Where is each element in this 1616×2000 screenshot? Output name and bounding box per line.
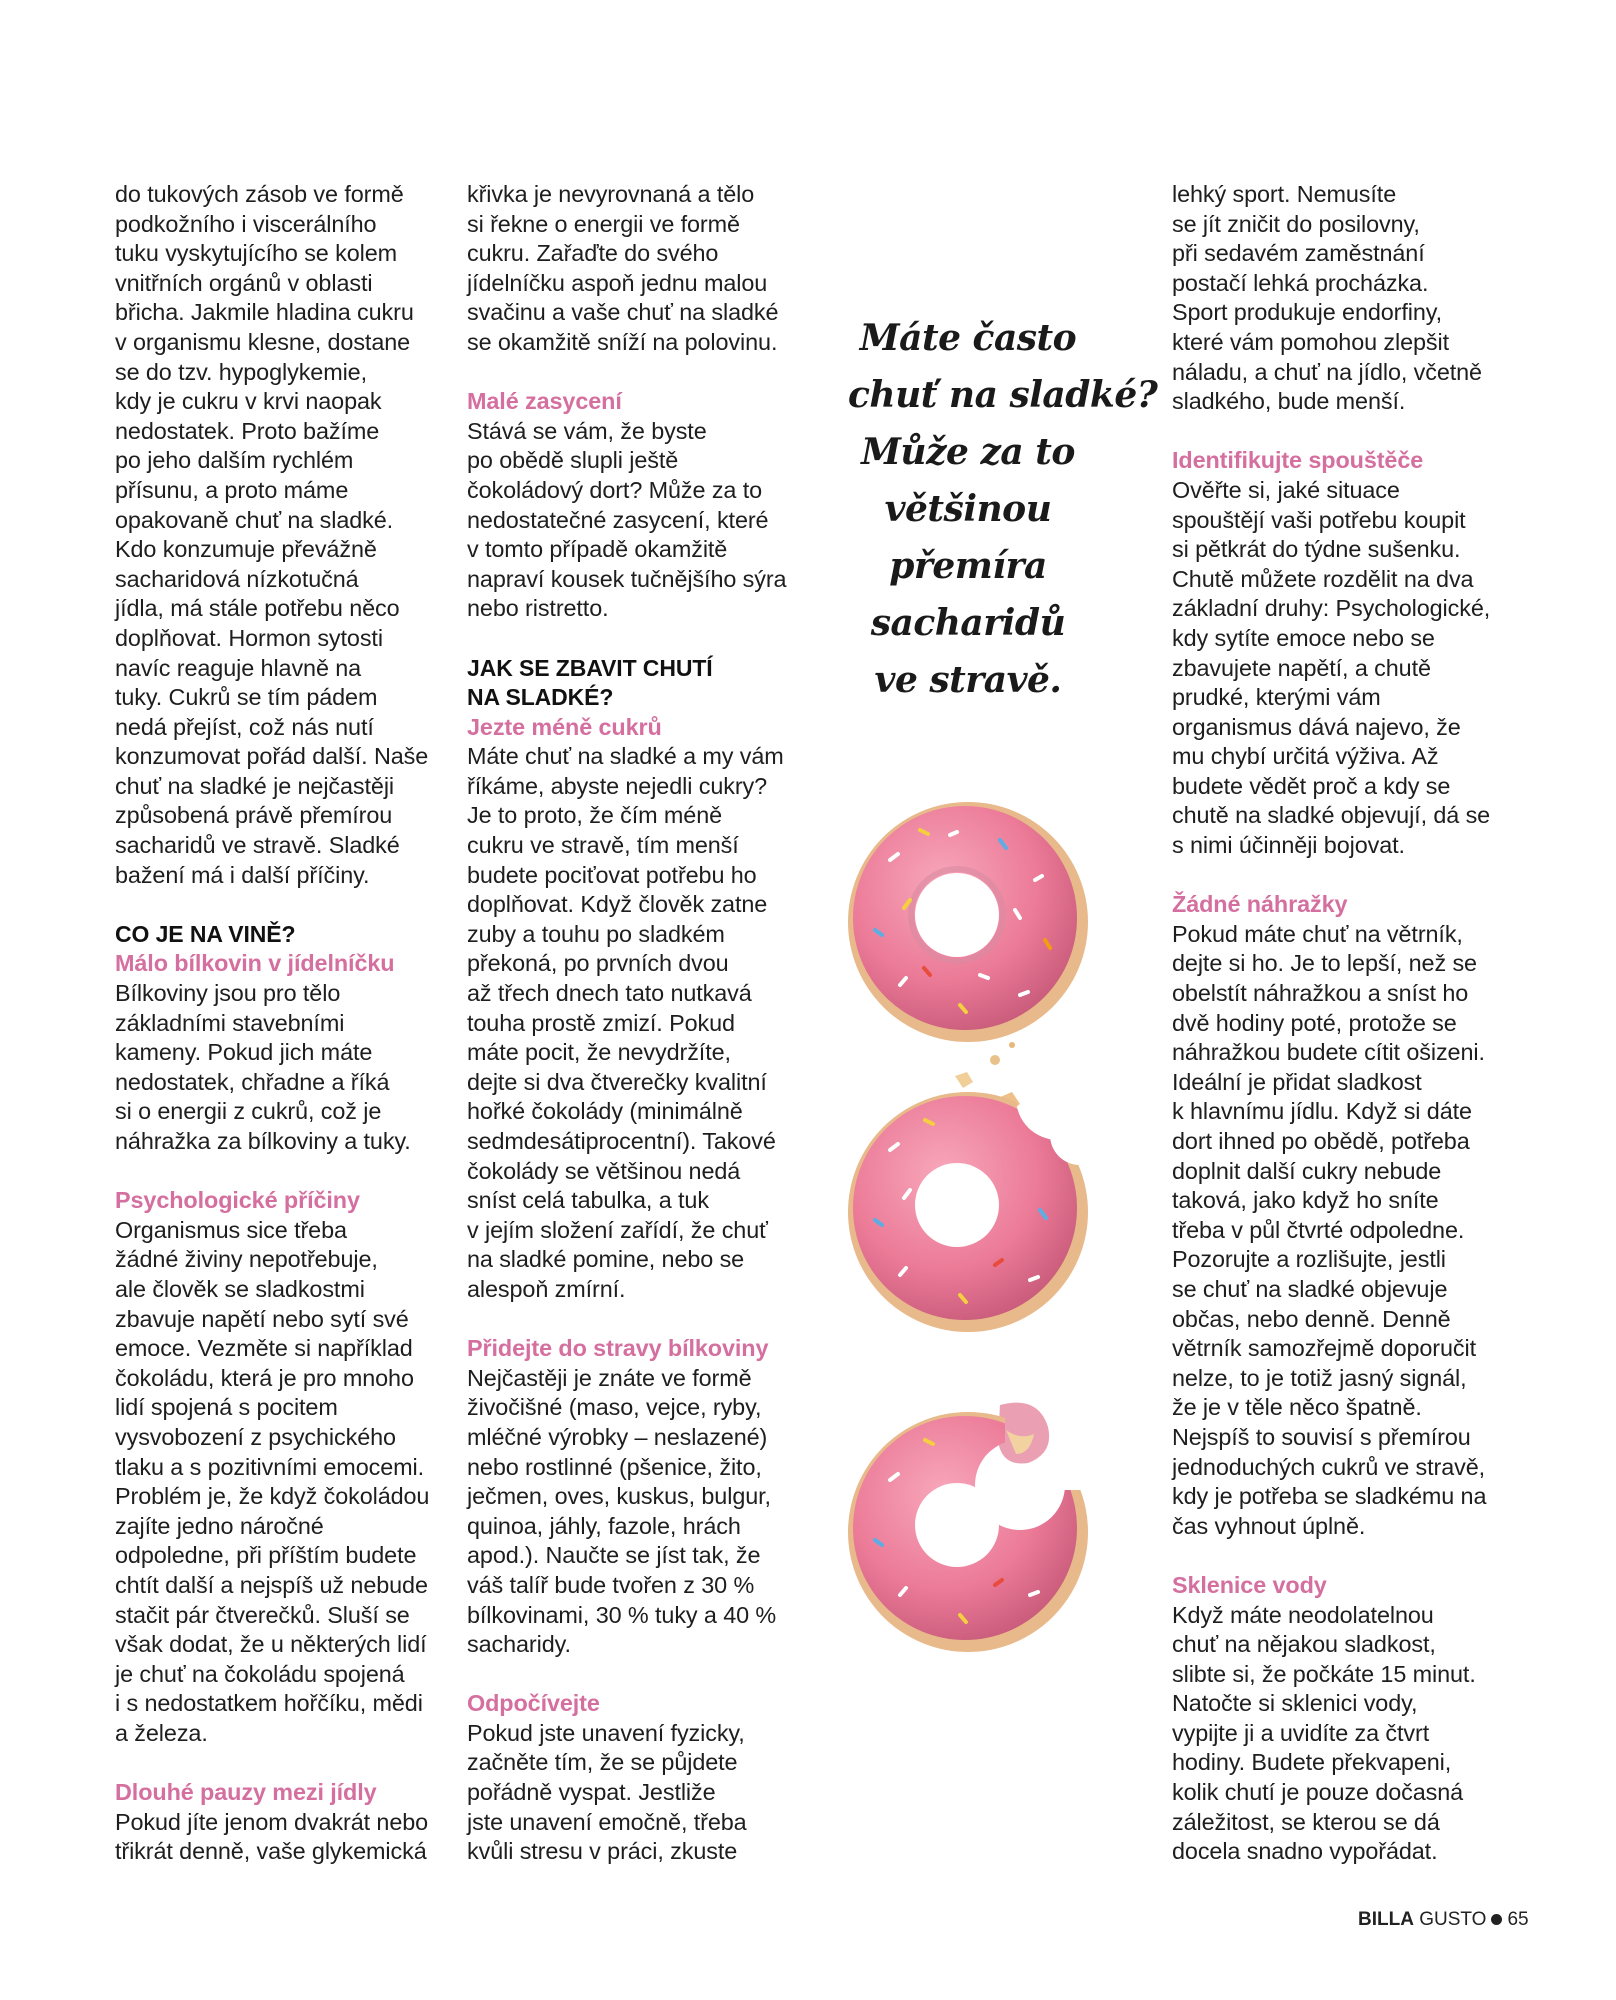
text-line: Pokud jste unavení fyzicky, (467, 1719, 745, 1746)
text-line: většinou (884, 488, 1052, 530)
text-line: si řekne o energii ve formě (467, 210, 740, 237)
text-line: čokoládu, která je pro mnoho (115, 1364, 414, 1391)
text-line: náladu, a chuť na jídlo, včetně (1172, 358, 1482, 385)
text-line: kvůli stresu v práci, zkuste (467, 1838, 738, 1865)
paragraph (1172, 476, 1517, 861)
text-line: alespoň zmírní. (467, 1275, 626, 1302)
text-line: kdy je cukru v krvi naopak (115, 388, 382, 415)
text-line: doplňovat. Hormon sytosti (115, 624, 383, 651)
text-line: organismus dává najevo, že (1172, 713, 1461, 740)
paragraph (467, 417, 817, 624)
intro-text (115, 180, 460, 890)
text-line: sníst celá tabulka, a tuk (467, 1187, 709, 1214)
text-line: chuť na sladké je nejčastěji (115, 772, 395, 799)
section-heading-line-2: NA SLADKÉ? (467, 684, 614, 711)
text-line: si o energii z cukrů, což je (115, 1098, 382, 1125)
text-line: základními stavebními (115, 1009, 345, 1036)
magazine-name: GUSTO (1419, 1909, 1487, 1930)
subheading: Málo bílkovin v jídelníčku (115, 950, 395, 977)
text-line: Když máte neodolatelnou (1172, 1601, 1434, 1628)
text-line: Kdo konzumuje převážně (115, 536, 377, 563)
text-line: cukru ve stravě, tím menší (467, 832, 739, 859)
text-line: chuť na nějakou sladkost, (1172, 1631, 1436, 1658)
text-line: jídelníčku aspoň jednu malou (467, 269, 768, 296)
text-line: vypijte ji a uvidíte za čtvrt (1172, 1719, 1430, 1746)
text-line: opakovaně chuť na sladké. (115, 506, 394, 533)
text-line: konzumovat pořád další. Naše (115, 743, 429, 770)
text-line: záležitost, se kterou se dá (1172, 1808, 1440, 1835)
text-line: kolik chutí je pouze dočasná (1172, 1779, 1464, 1806)
text-line: v jejím složení zařídí, že chuť (467, 1216, 768, 1243)
text-line: Organismus sice třeba (115, 1216, 347, 1243)
text-line: se jít zničit do posilovny, (1172, 210, 1420, 237)
text-line: sacharidová nízkotučná (115, 565, 359, 592)
text-line: jednoduchých cukrů ve stravě, (1172, 1453, 1486, 1480)
text-line: Je to proto, že čím méně (467, 802, 723, 829)
text-line: břicha. Jakmile hladina cukru (115, 299, 414, 326)
subheading: Psychologické příčiny (115, 1187, 360, 1214)
text-line: lehký sport. Nemusíte (1172, 181, 1397, 207)
text-line: Chutě můžete rozdělit na dva (1172, 565, 1474, 592)
text-line: občas, nebo denně. Denně (1172, 1305, 1451, 1332)
text-line: Bílkoviny jsou pro tělo (115, 980, 341, 1007)
text-line: sacharidů ve stravě. Sladké (115, 832, 400, 859)
paragraph (1172, 1601, 1517, 1867)
text-line: tlaku a s pozitivními emocemi. (115, 1453, 424, 1480)
text-line: budete vědět proč a kdy se (1172, 772, 1451, 799)
text-line: přísunu, a proto máme (115, 476, 349, 503)
text-line: cukru. Zařaďte do svého (467, 240, 719, 267)
subheading: Sklenice vody (1172, 1571, 1327, 1598)
text-line: chtít další a nejspíš už nebude (115, 1571, 428, 1598)
subheading: Přidejte do stravy bílkoviny (467, 1335, 769, 1362)
text-line: ve stravě. (874, 659, 1062, 701)
text-line: emoce. Vezměte si například (115, 1335, 413, 1362)
text-line: v organismu klesne, dostane (115, 328, 411, 355)
text-line: tuky. Cukrů se tím pádem (115, 684, 378, 711)
text-line: apod.). Naučte se jíst tak, že (467, 1542, 761, 1569)
text-line: tuku vyskytujícího se kolem (115, 240, 397, 267)
text-line: se okamžitě sníží na polovinu. (467, 328, 778, 355)
brand-name: BILLA (1358, 1909, 1414, 1930)
text-line: máte pocit, že nevydržíte, (467, 1039, 731, 1066)
text-line: Nejspíš to souvisí s přemírou (1172, 1423, 1471, 1450)
subheading: Dlouhé pauzy mezi jídly (115, 1779, 377, 1806)
intro-text (1172, 180, 1517, 417)
text-line: dvě hodiny poté, protože se (1172, 1009, 1457, 1036)
text-line: sacharidů (870, 602, 1066, 644)
text-line: si pětkrát do týdne sušenku. (1172, 536, 1461, 563)
text-line: vnitřních orgánů v oblasti (115, 269, 373, 296)
paragraph (115, 979, 460, 1157)
text-line: kdy je potřeba se sladkému na (1172, 1483, 1487, 1510)
text-line: Problém je, že když čokoládou (115, 1483, 430, 1510)
text-line: Pozorujte a rozlišujte, jestli (1172, 1246, 1446, 1273)
text-line: se do tzv. hypoglykemie, (115, 358, 367, 385)
text-line: začněte tím, že se půjdete (467, 1749, 738, 1776)
pull-quote (848, 310, 1158, 709)
text-line: ale člověk se sladkostmi (115, 1275, 365, 1302)
text-line: kdy sytíte emoce nebo se (1172, 624, 1435, 651)
text-line: quinoa, jáhly, fazole, hrách (467, 1512, 741, 1539)
text-line: stačit pár čtverečků. Sluší se (115, 1601, 410, 1628)
text-line: překoná, po prvních dvou (467, 950, 729, 977)
text-line: Nejčastěji je znáte ve formě (467, 1364, 752, 1391)
text-line: a železa. (115, 1719, 208, 1746)
text-line: napraví kousek tučnějšího sýra (467, 565, 787, 592)
text-line: jídla, má stále potřebu něco (115, 595, 400, 622)
paragraph (115, 1808, 460, 1867)
text-line: zajíte jedno náročné (115, 1512, 324, 1539)
subheading: Odpočívejte (467, 1690, 600, 1717)
text-line: žádné živiny nepotřebuje, (115, 1246, 378, 1273)
text-line: nebo rostlinné (pšenice, žito, (467, 1453, 762, 1480)
text-line: odpoledne, při příštím budete (115, 1542, 417, 1569)
text-line: obelstít náhražkou a sníst ho (1172, 980, 1469, 1007)
text-line: Sport produkuje endorfiny, (1172, 299, 1443, 326)
text-line: sacharidy. (467, 1631, 571, 1658)
text-line: po obědě slupli ještě (467, 447, 679, 474)
column-2 (467, 180, 817, 1867)
bullet-icon (1491, 1914, 1502, 1925)
text-line: zbavuje napětí nebo sytí své (115, 1305, 409, 1332)
text-line: až třech dnech tato nutkavá (467, 980, 752, 1007)
text-line: třikrát denně, vaše glykemická (115, 1838, 427, 1865)
subheading: Žádné náhražky (1172, 891, 1348, 918)
text-line: svačinu a vaše chuť na sladké (467, 299, 779, 326)
text-line: třeba v půl čtvrté odpoledne. (1172, 1216, 1465, 1243)
text-line: říkáme, abyste nejedli cukry? (467, 772, 768, 799)
text-line: mléčné výrobky – neslazené) (467, 1423, 768, 1450)
text-line: Může za to (861, 431, 1075, 473)
text-line: čokolády se většinou nedá (467, 1157, 741, 1184)
text-line: nedostatek. Proto bažíme (115, 417, 380, 444)
text-line: podkožního i viscerálního (115, 210, 377, 237)
text-line: chuť na sladké? (848, 374, 1158, 416)
subheading: Malé zasycení (467, 388, 622, 415)
text-line: kameny. Pokud jich máte (115, 1039, 373, 1066)
text-line: doplňovat. Když člověk zatne (467, 891, 768, 918)
text-line: Natočte si sklenici vody, (1172, 1690, 1418, 1717)
text-line: prudké, kterými vám (1172, 684, 1381, 711)
text-line: docela snadno vypořádat. (1172, 1838, 1438, 1865)
text-line: postačí lehká procházka. (1172, 269, 1429, 296)
text-line: náhražka za bílkoviny a tuky. (115, 1128, 411, 1154)
text-line: základní druhy: Psychologické, (1172, 595, 1491, 622)
text-line: na sladké pomine, nebo se (467, 1246, 745, 1273)
text-line: dejte si ho. Je to lepší, než se (1172, 950, 1477, 977)
text-line: které vám pomohou zlepšit (1172, 328, 1450, 355)
text-line: sedmdesátiprocentní). Takové (467, 1128, 776, 1154)
paragraph (1172, 920, 1517, 1541)
text-line: slibte si, že počkáte 15 minut. (1172, 1660, 1476, 1687)
section-heading: CO JE NA VINĚ? (115, 920, 296, 947)
text-line: budete pociťovat potřebu ho (467, 861, 757, 888)
text-line: Pokud máte chuť na větrník, (1172, 920, 1463, 947)
text-line: je chuť na čokoládu spojená (115, 1660, 405, 1687)
text-line: náhražkou budete cítit ošizeni. (1172, 1039, 1485, 1066)
paragraph (467, 742, 817, 1304)
text-line: bílkovinami, 30 % tuky a 40 % (467, 1601, 777, 1628)
text-line: jste unavení emočně, třeba (467, 1808, 747, 1835)
text-line: i s nedostatkem hořčíku, mědi (115, 1690, 423, 1717)
text-line: způsobená právě přemírou (115, 802, 393, 829)
text-line: při sedavém zaměstnání (1172, 240, 1425, 267)
text-line: lidí spojená s pocitem (115, 1394, 338, 1421)
text-line: nelze, to je totiž jasný signál, (1172, 1364, 1467, 1391)
donut-illustration (830, 780, 1120, 1700)
text-line: však dodat, že u některých lidí (115, 1631, 427, 1658)
text-line: touha prostě zmizí. Pokud (467, 1009, 735, 1036)
text-line: spouštějí vaši potřebu koupit (1172, 506, 1466, 533)
text-line: taková, jako když ho sníte (1172, 1187, 1439, 1214)
text-line: hořké čokolády (minimálně (467, 1098, 743, 1125)
text-line: pořádně vyspat. Jestliže (467, 1779, 716, 1806)
text-line: sladkého, bude menší. (1172, 388, 1406, 415)
paragraph (115, 1216, 460, 1749)
text-line: čokoládový dort? Může za to (467, 476, 763, 503)
text-line: bažení má i další příčiny. (115, 861, 370, 888)
text-line: Máte často (859, 317, 1077, 359)
text-line: do tukových zásob ve formě (115, 181, 404, 207)
intro-text (467, 180, 817, 358)
page-footer (1358, 1909, 1529, 1931)
text-line: doplnit další cukry nebude (1172, 1157, 1442, 1184)
text-line: křivka je nevyrovnaná a tělo (467, 181, 755, 207)
column-4 (1172, 180, 1517, 1867)
text-line: Ideální je přidat sladkost (1172, 1068, 1422, 1095)
text-line: Stává se vám, že byste (467, 417, 707, 444)
text-line: dejte si dva čtverečky kvalitní (467, 1068, 767, 1095)
text-line: Ověřte si, jaké situace (1172, 476, 1400, 503)
text-line: čas vyhnout úplně. (1172, 1512, 1366, 1539)
paragraph (467, 1364, 817, 1660)
donut-half (848, 1412, 1088, 1652)
text-line: chutě na sladké objevují, dá se (1172, 802, 1491, 829)
paragraph (467, 1719, 817, 1867)
text-line: s nimi účinněji bojovat. (1172, 832, 1405, 859)
text-line: Máte chuť na sladké a my vám (467, 743, 784, 770)
text-line: nebo ristretto. (467, 595, 609, 622)
text-line: živočišné (maso, vejce, ryby, (467, 1394, 762, 1421)
text-line: nedostatek, chřadne a říká (115, 1068, 390, 1095)
text-line: po jeho dalším rychlém (115, 447, 354, 474)
text-line: v tomto případě okamžitě (467, 536, 728, 563)
text-line: že je v těle něco špatně. (1172, 1394, 1422, 1421)
column-1 (115, 180, 460, 1867)
subheading: Jezte méně cukrů (467, 713, 662, 740)
text-line: dort ihned po obědě, potřeba (1172, 1128, 1470, 1154)
text-line: váš talíř bude tvořen z 30 % (467, 1571, 755, 1598)
page-number: 65 (1507, 1909, 1529, 1930)
text-line: zuby a touhu po sladkém (467, 920, 725, 947)
text-line: Pokud jíte jenom dvakrát nebo (115, 1808, 429, 1835)
text-line: k hlavnímu jídlu. Když si dáte (1172, 1098, 1472, 1125)
text-line: zbavujete napětí, a chutě (1172, 654, 1431, 681)
text-line: nedá přejíst, což nás nutí (115, 713, 374, 740)
text-line: hodiny. Budete překvapeni, (1172, 1749, 1452, 1776)
text-line: mu chybí určitá výživa. Až (1172, 743, 1439, 770)
subheading: Identifikujte spouštěče (1172, 447, 1424, 474)
donut-whole (848, 802, 1088, 1042)
donut-bitten (848, 1092, 1088, 1332)
text-line: navíc reaguje hlavně na (115, 654, 362, 681)
text-line: nedostatečné zasycení, které (467, 506, 769, 533)
section-heading: JAK SE ZBAVIT CHUTÍ (467, 654, 713, 681)
text-line: vysvobození z psychického (115, 1423, 396, 1450)
text-line: přemíra (889, 545, 1047, 587)
text-line: ječmen, oves, kuskus, bulgur, (467, 1483, 771, 1510)
text-line: větrník samozřejmě doporučit (1172, 1335, 1476, 1362)
text-line: se chuť na sladké objevuje (1172, 1275, 1448, 1302)
